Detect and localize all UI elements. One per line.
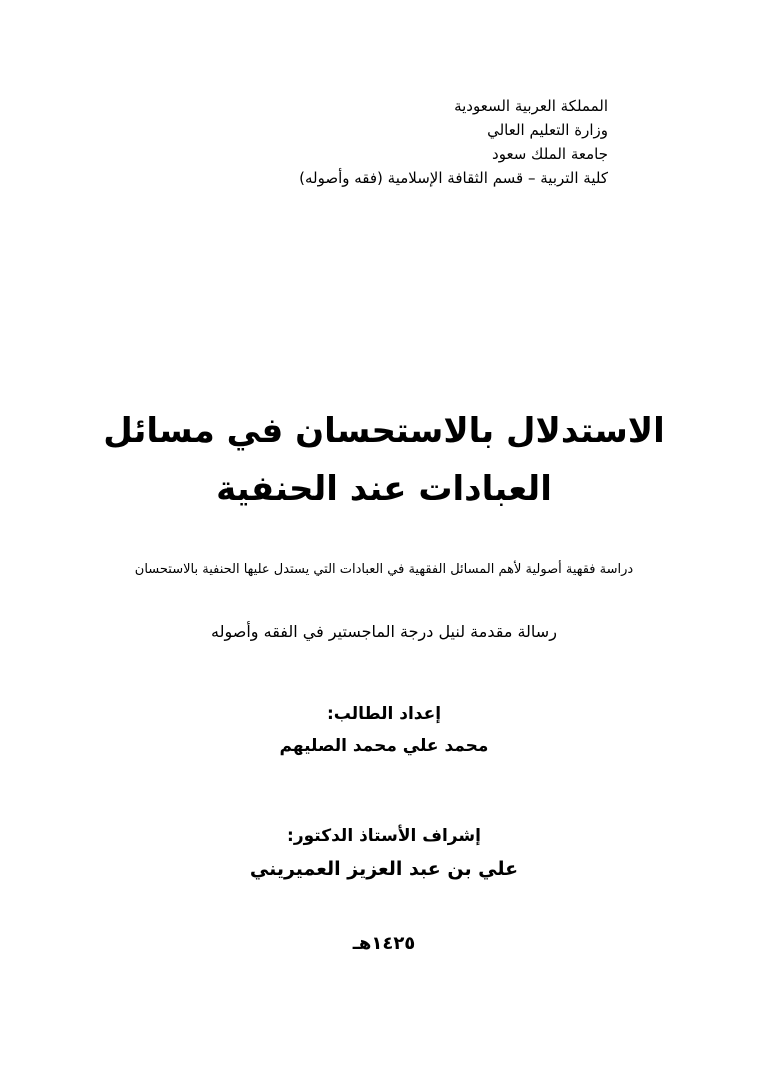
thesis-title-line-2: العبادات عند الحنفية	[216, 469, 552, 509]
hijri-date: ١٤٢٥هـ	[352, 933, 416, 954]
institution-header	[148, 94, 608, 190]
thesis-title-line-1: الاستدلال بالاستحسان في مسائل	[103, 411, 665, 451]
ministry-line: وزارة التعليم العالي	[487, 121, 608, 139]
author-label: إعداد الطالب:	[326, 704, 442, 724]
college-line: كلية التربية – قسم الثقافة الإسلامية (فقه وأصوله)	[299, 169, 608, 187]
thesis-title	[84, 402, 684, 518]
country-line: المملكة العربية السعودية	[454, 97, 608, 115]
author-name: محمد علي محمد الصليهم	[279, 736, 489, 756]
thesis-subtitle: دراسة فقهية أصولية لأهم المسائل الفقهية في العبادات التي يستدل عليها الحنفية بالاستحسان	[134, 562, 634, 577]
supervisor-name: علي بن عبد العزيز العميريني	[249, 858, 519, 880]
supervisor-label: إشراف الأستاذ الدكتور:	[287, 826, 481, 846]
degree-statement: رسالة مقدمة لنيل درجة الماجستير في الفقه وأصوله	[211, 622, 557, 641]
university-line: جامعة الملك سعود	[492, 145, 608, 163]
